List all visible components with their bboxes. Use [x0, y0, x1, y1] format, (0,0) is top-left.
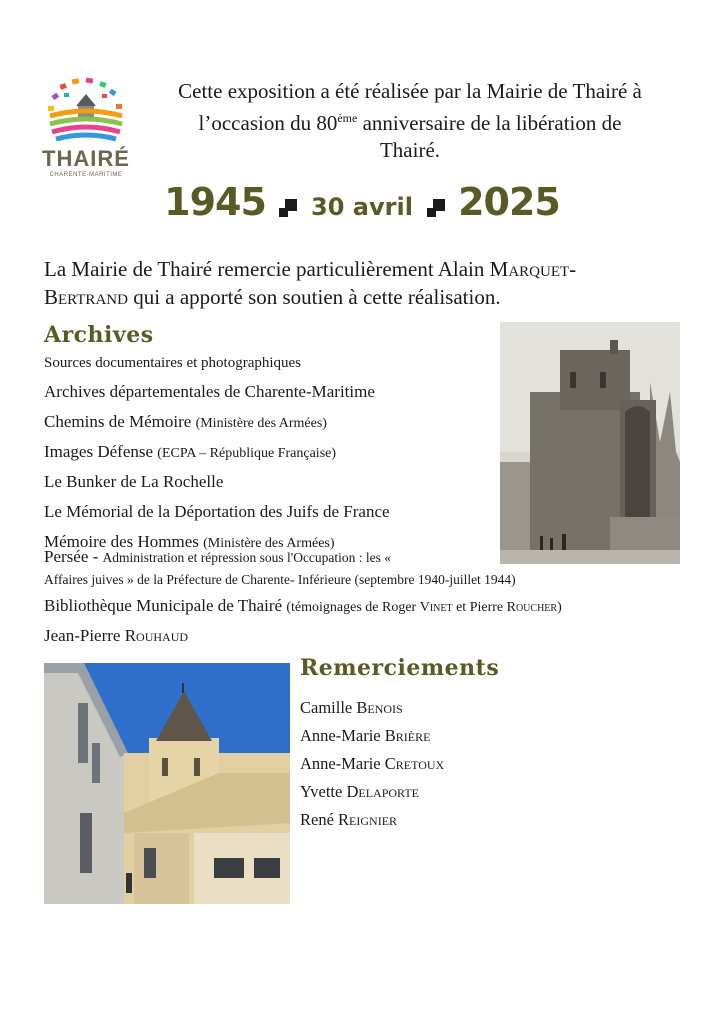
start-year: 1945 — [164, 180, 266, 224]
ordinal-suffix: ème — [337, 111, 358, 125]
person-first: Anne-Marie — [300, 726, 385, 745]
end-year: 2025 — [458, 180, 560, 224]
intro-line: Thairé. — [379, 138, 441, 162]
person-last: Reignier — [338, 810, 398, 829]
person-entry — [300, 722, 444, 750]
intro-line — [140, 105, 680, 137]
separator-squares-icon — [427, 199, 445, 217]
person-first: Camille — [300, 698, 357, 717]
note-text: ) — [557, 600, 562, 615]
archive-name: Bibliothèque Municipale de Thairé — [44, 596, 287, 615]
archive-note: Administration et répression sous l'Occupation : les « — [102, 550, 392, 565]
person-entry — [300, 750, 444, 778]
archive-note: (Ministère des Armées) — [195, 416, 327, 431]
archive-note: (ECPA – République Française) — [157, 446, 337, 461]
intro-paragraph — [140, 78, 680, 164]
person-entry — [300, 806, 444, 834]
person-last: Rouhaud — [124, 626, 189, 645]
note-surname: Roucher — [506, 600, 558, 615]
archive-name: Mémoire des Hommes — [44, 532, 204, 551]
logo-subtitle: CHARENTE-MARITIME — [49, 172, 123, 178]
old-church-photo — [500, 322, 680, 564]
archives-heading: Archives — [44, 322, 154, 348]
archive-name: Chemins de Mémoire — [44, 412, 196, 431]
archive-name: Images Défense — [44, 442, 158, 461]
archive-note: Affaires juives » de la Préfecture de Charente- Inférieure (septembre 1940-juillet 1944) — [44, 572, 516, 587]
intro-text: anniversaire de la libération de — [357, 111, 622, 135]
logo-emblem-icon — [42, 76, 130, 146]
thanks-name: Marquet- — [489, 257, 577, 281]
archives-list-tail — [44, 592, 684, 650]
logo-wordmark: THAIRÉ — [42, 146, 130, 171]
anniversary-day: 30 avril — [311, 193, 413, 221]
intro-text: l’occasion du 80 — [198, 111, 338, 135]
archive-note — [286, 600, 561, 615]
thanks-paragraph — [44, 255, 684, 311]
archive-name: Persée - — [44, 547, 103, 566]
archive-name: Archives départementales de Charente-Maritime — [44, 382, 375, 401]
person-last: Brière — [384, 726, 431, 745]
archive-name: Le Bunker de La Rochelle — [44, 472, 224, 491]
person-last: Benois — [356, 698, 403, 717]
remerciements-list — [300, 694, 444, 834]
intro-line: Cette exposition a été réalisée par la Mairie de Thairé à — [178, 79, 642, 103]
thanks-text: qui a apporté son soutien à cette réalisation. — [127, 285, 501, 309]
person-first: Jean-Pierre — [44, 626, 125, 645]
modern-church-photo — [44, 663, 290, 904]
separator-squares-icon — [279, 199, 297, 217]
person-entry — [300, 694, 444, 722]
person-first: Yvette — [300, 782, 347, 801]
archive-item — [44, 592, 684, 622]
note-text: et Pierre — [452, 600, 507, 615]
remerciements-heading: Remerciements — [300, 655, 500, 681]
thaire-logo — [42, 76, 134, 184]
person-entry — [300, 778, 444, 806]
dates-banner — [0, 180, 724, 224]
note-text: (témoignages de Roger — [286, 600, 420, 615]
person-last: Cretoux — [384, 754, 445, 773]
person-first: René — [300, 810, 339, 829]
archive-item — [44, 622, 684, 650]
person-last: Delaporte — [346, 782, 419, 801]
thanks-text: La Mairie de Thairé remercie particulièrement Alain — [44, 257, 490, 281]
thanks-name: Bertrand — [44, 285, 128, 309]
archive-name: Le Mémorial de la Déportation des Juifs de France — [44, 502, 390, 521]
archive-note: (Ministère des Armées) — [203, 536, 335, 551]
sources-label: Sources documentaires et photographiques — [44, 355, 302, 371]
person-first: Anne-Marie — [300, 754, 385, 773]
note-surname: Vinet — [419, 600, 453, 615]
